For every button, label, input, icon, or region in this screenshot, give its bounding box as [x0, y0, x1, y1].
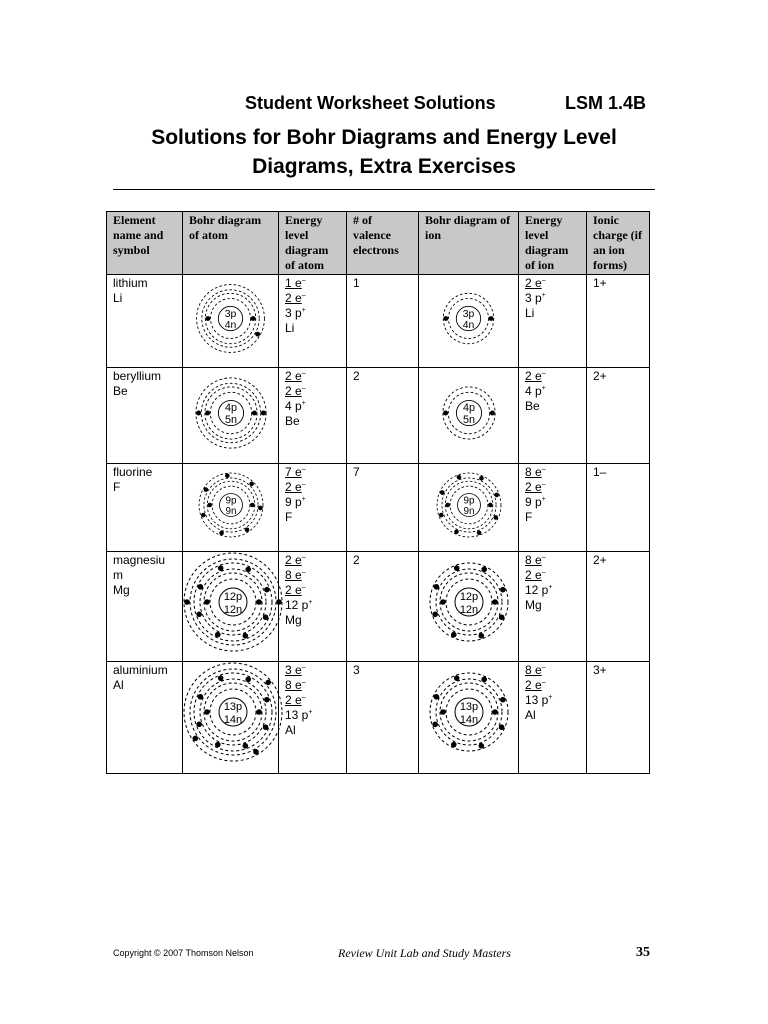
nucleus-label: 14n: [459, 714, 479, 726]
table-row: [107, 662, 650, 774]
electron-dot: [492, 709, 498, 715]
electron-dot: [456, 475, 461, 480]
charge-sign: –: [301, 385, 306, 392]
charge-sign: –: [301, 481, 306, 488]
charge-sign: –: [301, 569, 306, 576]
electron-dot: [256, 599, 262, 605]
electron-dot: [494, 493, 499, 498]
charge-sign: +: [541, 385, 546, 392]
energy-level-line: [285, 465, 340, 480]
energy-level-line: [285, 384, 340, 399]
energy-level-value: 3 p: [525, 291, 542, 305]
electron-dot: [204, 709, 210, 715]
electron-dot: [204, 599, 210, 605]
energy-level-line: [525, 495, 580, 510]
element-symbol: Be: [113, 384, 128, 398]
electron-dot: [500, 697, 506, 703]
nucleus-label: 9p: [225, 495, 236, 507]
energy-level-value: 2 e: [285, 480, 302, 494]
copyright-text: Copyright © 2007 Thomson Nelson: [113, 948, 254, 958]
energy-level-value: 2 e: [525, 480, 542, 494]
electron-dot: [253, 749, 259, 755]
element-name-cell: [107, 464, 183, 552]
bohr-diagram: [183, 662, 283, 762]
atom-bohr-cell: [183, 275, 279, 368]
element-name: fluorine: [113, 465, 153, 479]
bohr-diagram: [419, 552, 519, 652]
element-symbol: Mg: [285, 613, 302, 627]
electron-dot: [454, 565, 460, 571]
bohr-diagram: [424, 368, 514, 458]
electron-dot: [440, 709, 446, 715]
ion-bohr-cell: [419, 368, 519, 464]
element-symbol: F: [525, 510, 533, 524]
energy-level-value: 13 p: [525, 693, 549, 707]
energy-level-line: [285, 276, 340, 291]
electron-dot: [443, 410, 448, 415]
energy-level-value: 8 e: [285, 568, 302, 582]
energy-level-value: 2 e: [525, 276, 542, 290]
nucleus-label: 3p: [462, 308, 475, 320]
element-symbol: Li: [285, 321, 295, 335]
charge-sign: –: [541, 569, 546, 576]
electron-dot: [225, 473, 230, 478]
valence-cell: 3: [347, 662, 419, 774]
column-header: Bohr diagram of atom: [183, 212, 279, 275]
energy-level-value: 2 e: [525, 568, 542, 582]
charge-sign: –: [301, 664, 306, 671]
column-header: # of valence electrons: [347, 212, 419, 275]
bohr-diagram: [419, 662, 519, 762]
electron-dot: [265, 680, 271, 686]
valence-cell: 7: [347, 464, 419, 552]
element-symbol: Be: [285, 414, 300, 428]
table-row: [107, 552, 650, 662]
energy-level-value: 2 e: [285, 583, 302, 597]
element-name-cell: [107, 275, 183, 368]
energy-level-line: [525, 553, 580, 568]
charge-sign: +: [541, 496, 546, 503]
energy-level-cell: [519, 368, 587, 464]
electron-dot: [198, 584, 204, 590]
electron-dot: [479, 633, 485, 639]
charge-sign: –: [301, 584, 306, 591]
energy-level-line: [285, 306, 340, 321]
energy-level-value: 2 e: [525, 678, 542, 692]
page-title-line-2: Diagrams, Extra Exercises: [252, 155, 516, 178]
charge-sign: –: [301, 466, 306, 473]
electron-dot: [489, 410, 494, 415]
electron-dot: [499, 614, 505, 620]
worksheet-title: Student Worksheet Solutions: [245, 93, 496, 113]
atom-bohr-cell: [183, 368, 279, 464]
charge-sign: –: [301, 277, 306, 284]
electron-dot: [255, 332, 260, 337]
electron-dot: [218, 675, 224, 681]
energy-level-value: 1 e: [285, 276, 302, 290]
element-name-cell: [107, 552, 183, 662]
energy-level-line: [525, 693, 580, 708]
energy-level-value: 4 p: [285, 399, 302, 413]
energy-level-line: [285, 693, 340, 708]
charge-sign: –: [541, 481, 546, 488]
electron-dot: [432, 722, 438, 728]
charge-sign: +: [301, 496, 306, 503]
electron-dot: [263, 614, 269, 620]
column-header: Bohr diagram of ion: [419, 212, 519, 275]
electron-dot: [245, 567, 251, 573]
book-title: Review Unit Lab and Study Masters: [338, 946, 511, 960]
electron-dot: [481, 567, 487, 573]
ion-bohr-cell: [419, 552, 519, 662]
energy-level-value: 8 e: [285, 678, 302, 692]
ion-bohr-cell: [419, 275, 519, 368]
element-name-cell: [107, 368, 183, 464]
column-header: Energy level diagram of atom: [279, 212, 347, 275]
electron-dot: [205, 410, 210, 415]
energy-level-line: [285, 291, 340, 306]
atom-bohr-cell: [183, 552, 279, 662]
nucleus-label: 12n: [459, 604, 479, 616]
electron-dot: [264, 697, 270, 703]
electron-dot: [245, 677, 251, 683]
energy-level-value: 8 e: [525, 663, 542, 677]
charge-sign: –: [541, 370, 546, 377]
ionic-charge-cell: 3+: [587, 662, 650, 774]
electron-dot: [198, 694, 204, 700]
energy-level-line: [525, 678, 580, 693]
electron-dot: [249, 482, 254, 487]
nucleus-label: 4n: [224, 320, 237, 332]
energy-level-value: 9 p: [525, 495, 542, 509]
electron-dot: [493, 515, 498, 520]
valence-cell: 2: [347, 368, 419, 464]
energy-level-line: [285, 583, 340, 598]
title-divider: [113, 189, 655, 190]
electron-dot: [215, 742, 221, 748]
electron-dot: [443, 316, 448, 321]
electron-dot: [479, 743, 485, 749]
nucleus-label: 12p: [459, 591, 479, 603]
atom-bohr-cell: [183, 464, 279, 552]
element-symbol: Mg: [113, 583, 130, 597]
element-name: beryllium: [113, 369, 162, 383]
electron-dot: [499, 724, 505, 730]
electron-dot: [256, 709, 262, 715]
electron-dot: [205, 316, 210, 321]
energy-level-line: [285, 495, 340, 510]
element-symbol: Mg: [525, 598, 542, 612]
nucleus-label: 12n: [223, 604, 243, 616]
nucleus-label: 9n: [463, 506, 474, 518]
energy-level-line: [285, 568, 340, 583]
electron-dot: [219, 531, 224, 536]
electron-dot: [276, 599, 282, 605]
electron-dot: [454, 675, 460, 681]
element-symbol: Li: [113, 291, 123, 305]
charge-sign: –: [541, 466, 546, 473]
energy-level-line: [285, 678, 340, 693]
nucleus-label: 9p: [463, 495, 474, 507]
energy-level-cell: [519, 662, 587, 774]
electron-dot: [263, 724, 269, 730]
nucleus-label: 4n: [462, 320, 475, 332]
energy-level-value: 2 e: [525, 369, 542, 383]
ion-bohr-cell: [419, 464, 519, 552]
page-number: 35: [636, 945, 650, 960]
element-symbol: Al: [285, 723, 296, 737]
bohr-diagram: [186, 368, 276, 458]
energy-level-line: [525, 291, 580, 306]
electron-dot: [481, 677, 487, 683]
electron-dot: [445, 503, 450, 508]
electron-dot: [215, 632, 221, 638]
charge-sign: –: [301, 370, 306, 377]
electron-dot: [251, 410, 256, 415]
charge-sign: +: [301, 307, 306, 314]
bohr-diagram: [187, 275, 274, 362]
energy-level-line: [525, 583, 580, 598]
ionic-charge-cell: 1–: [587, 464, 650, 552]
energy-level-line: [525, 480, 580, 495]
table-row: [107, 464, 650, 552]
electron-dot: [440, 599, 446, 605]
electron-dot: [438, 513, 443, 518]
charge-sign: –: [301, 694, 306, 701]
electron-dot: [203, 487, 208, 492]
electron-dot: [260, 410, 265, 415]
column-header: Ionic charge (if an ion forms): [587, 212, 650, 275]
energy-level-value: 2 e: [285, 693, 302, 707]
charge-sign: –: [301, 292, 306, 299]
energy-level-value: 2 e: [285, 553, 302, 567]
electron-dot: [264, 587, 270, 593]
energy-level-line: [285, 708, 340, 723]
element-name: lithium: [113, 276, 148, 290]
energy-level-cell: [519, 464, 587, 552]
energy-level-line: [525, 369, 580, 384]
electron-dot: [243, 743, 249, 749]
nucleus-label: 9n: [225, 506, 236, 518]
energy-level-value: 2 e: [285, 291, 302, 305]
energy-level-line: [525, 276, 580, 291]
atom-bohr-cell: [183, 662, 279, 774]
page-title: [100, 123, 668, 181]
electron-dot: [184, 599, 190, 605]
energy-level-value: 7 e: [285, 465, 302, 479]
electron-dot: [476, 530, 481, 535]
element-symbol: Be: [525, 399, 540, 413]
electron-dot: [196, 722, 202, 728]
ionic-charge-cell: 2+: [587, 552, 650, 662]
energy-level-value: 12 p: [525, 583, 549, 597]
electron-dot: [258, 506, 263, 511]
energy-level-line: [285, 598, 340, 613]
electron-dot: [244, 528, 249, 533]
electron-dot: [488, 503, 493, 508]
element-name: magnesiu: [113, 553, 166, 567]
electron-dot: [196, 410, 201, 415]
ion-bohr-cell: [419, 662, 519, 774]
element-symbol: F: [285, 510, 293, 524]
element-symbol: Li: [525, 306, 535, 320]
valence-cell: 1: [347, 275, 419, 368]
worksheet-header: [245, 93, 665, 114]
electron-dot: [243, 633, 249, 639]
energy-level-line: [525, 465, 580, 480]
nucleus-label: 4p: [462, 402, 475, 415]
element-name: aluminium: [113, 663, 168, 677]
electron-dot: [196, 612, 202, 618]
worksheet-code: LSM 1.4B: [565, 93, 647, 113]
column-header: Energy level diagram of ion: [519, 212, 587, 275]
energy-level-value: 4 p: [525, 384, 542, 398]
electron-dot: [200, 513, 205, 518]
charge-sign: –: [541, 554, 546, 561]
charge-sign: –: [541, 679, 546, 686]
electron-dot: [207, 503, 212, 508]
nucleus-label: 5n: [224, 413, 237, 426]
electron-dot: [432, 612, 438, 618]
column-header: Element name and symbol: [107, 212, 183, 275]
bohr-diagram: [425, 275, 512, 362]
element-symbol: F: [113, 480, 121, 494]
energy-level-value: 3 p: [285, 306, 302, 320]
table-header-row: [107, 212, 650, 275]
bohr-table: [106, 211, 650, 774]
energy-level-value: 2 e: [285, 369, 302, 383]
nucleus-label: 12p: [223, 591, 243, 603]
energy-level-cell: [519, 552, 587, 662]
energy-level-line: [285, 399, 340, 414]
energy-level-value: 3 e: [285, 663, 302, 677]
energy-level-cell: [279, 662, 347, 774]
energy-level-line: [285, 663, 340, 678]
charge-sign: –: [541, 664, 546, 671]
electron-dot: [193, 736, 199, 742]
bohr-diagram: [190, 464, 272, 546]
electron-dot: [250, 503, 255, 508]
energy-level-line: [285, 553, 340, 568]
energy-level-cell: [279, 464, 347, 552]
nucleus-label: 14n: [223, 714, 243, 726]
electron-dot: [218, 565, 224, 571]
ionic-charge-cell: 1+: [587, 275, 650, 368]
energy-level-line: [525, 384, 580, 399]
electron-dot: [492, 599, 498, 605]
nucleus-label: 13p: [459, 701, 479, 713]
electron-dot: [454, 529, 459, 534]
energy-level-cell: [519, 275, 587, 368]
nucleus-label: 3p: [224, 308, 237, 320]
energy-level-value: 2 e: [285, 384, 302, 398]
charge-sign: –: [301, 679, 306, 686]
table-row: [107, 275, 650, 368]
element-name: m: [113, 568, 123, 582]
charge-sign: +: [308, 599, 313, 606]
electron-dot: [489, 316, 494, 321]
nucleus-label: 4p: [224, 402, 237, 415]
charge-sign: +: [548, 694, 553, 701]
table-row: [107, 368, 650, 464]
energy-level-line: [285, 480, 340, 495]
energy-level-value: 9 p: [285, 495, 302, 509]
electron-dot: [251, 316, 256, 321]
ionic-charge-cell: 2+: [587, 368, 650, 464]
electron-dot: [434, 694, 440, 700]
valence-cell: 2: [347, 552, 419, 662]
electron-dot: [434, 584, 440, 590]
energy-level-cell: [279, 275, 347, 368]
element-symbol: Al: [113, 678, 124, 692]
energy-level-cell: [279, 368, 347, 464]
page-title-line-1: Solutions for Bohr Diagrams and Energy Level: [151, 126, 617, 149]
energy-level-value: 13 p: [285, 708, 309, 722]
electron-dot: [451, 632, 457, 638]
energy-level-cell: [279, 552, 347, 662]
charge-sign: +: [308, 709, 313, 716]
nucleus-label: 5n: [462, 413, 475, 426]
bohr-diagram: [183, 552, 283, 652]
electron-dot: [500, 587, 506, 593]
energy-level-value: 8 e: [525, 553, 542, 567]
charge-sign: +: [301, 400, 306, 407]
charge-sign: +: [548, 584, 553, 591]
electron-dot: [451, 742, 457, 748]
element-name-cell: [107, 662, 183, 774]
element-symbol: Al: [525, 708, 536, 722]
energy-level-line: [525, 663, 580, 678]
energy-level-line: [525, 568, 580, 583]
nucleus-label: 13p: [223, 701, 243, 713]
charge-sign: –: [541, 277, 546, 284]
electron-dot: [439, 490, 444, 495]
bohr-diagram: [428, 464, 510, 546]
energy-level-line: [285, 369, 340, 384]
energy-level-value: 8 e: [525, 465, 542, 479]
energy-level-value: 12 p: [285, 598, 309, 612]
charge-sign: –: [301, 554, 306, 561]
electron-dot: [479, 476, 484, 481]
charge-sign: +: [541, 292, 546, 299]
